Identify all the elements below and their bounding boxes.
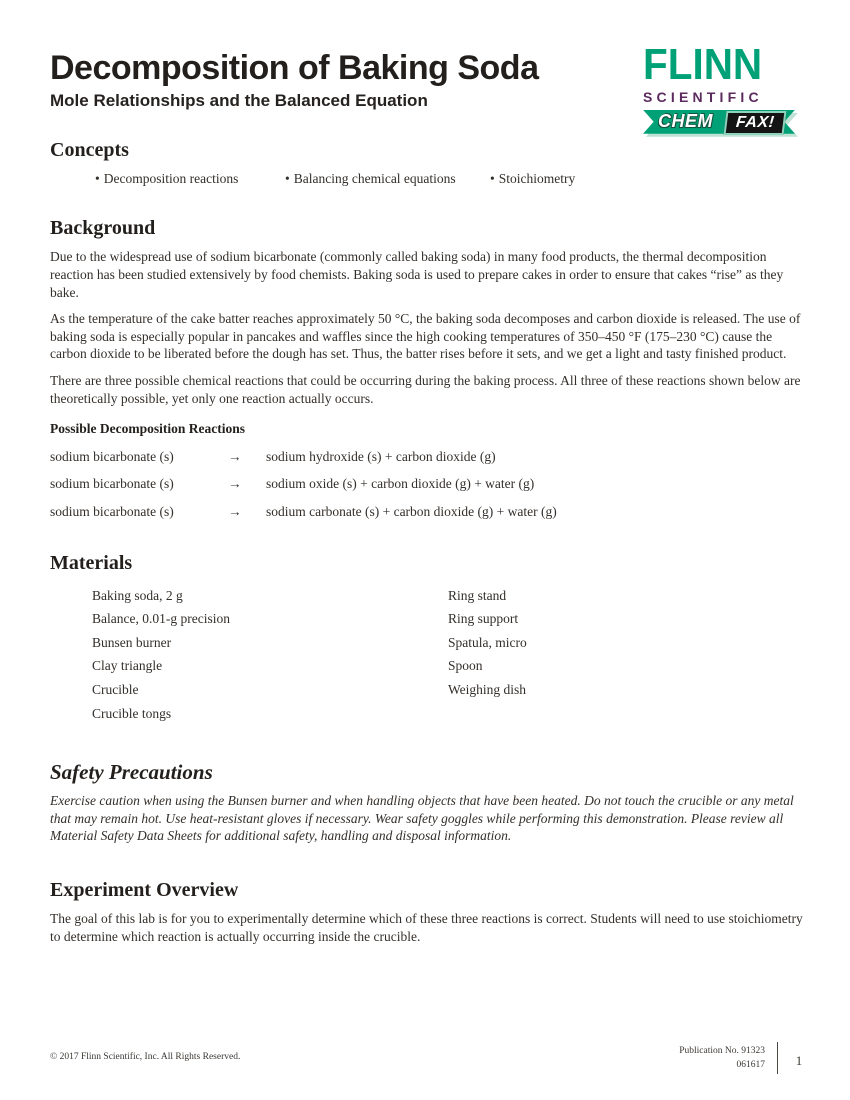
reaction-products: sodium carbonate (s) + carbon dioxide (g) + water (g) [266,503,557,519]
reaction-row [50,449,802,465]
concepts-heading: Concepts [50,139,129,162]
footer-publication-number: Publication No. 91323 [679,1046,765,1056]
concept-item [285,171,490,187]
footer-date-code: 061617 [736,1060,765,1070]
reaction-reactant: sodium bicarbonate (s) [50,503,174,519]
footer-divider [777,1042,778,1074]
footer-publication-block [679,1044,777,1072]
concept-item [95,171,285,187]
arrow-right-icon: → [228,476,242,492]
reaction-row [50,476,802,492]
reaction-products: sodium oxide (s) + carbon dioxide (g) + water (g) [266,476,535,492]
bullet-icon: • [285,171,290,187]
safety-heading: Safety Precautions [50,760,213,785]
page-footer [50,1042,806,1074]
flinn-logo-brand: FLINN [643,40,763,89]
section-materials [50,552,802,726]
chemfax-fax-box [724,111,787,135]
background-paragraph: As the temperature of the cake batter reaches approximately 50 °C, the baking soda decomposes and carbon dioxide is released. The use of baking soda is especially popular in pancakes and waffles since the high cooking temperatures of 350–450 °F (175–230 °C) cause the carbon dioxide to be liberated before the dough has set. Thus, the batter rises before it sets, and we get a light and tasty finished product. [50,311,801,362]
overview-text: The goal of this lab is for you to experimentally determine which of these three reactions is correct. Students will need to use stoichiometry to determine which reaction is actually occurring inside the crucible. [50,911,803,944]
chemfax-chem-label: CHEM [658,110,713,131]
reaction-reactant: sodium bicarbonate (s) [50,476,174,492]
footer-page-number: 1 [795,1053,803,1068]
material-item: Weighing dish [448,682,527,698]
background-heading: Background [50,217,156,240]
section-concepts [50,139,802,187]
material-item: Crucible tongs [92,705,172,721]
material-item: Balance, 0.01-g precision [92,611,230,627]
material-item: Ring support [448,611,519,627]
section-overview [50,879,802,945]
arrow-right-icon: → [228,503,242,519]
material-item: Ring stand [448,587,507,603]
arrow-right-icon: → [228,448,242,464]
flinn-logo-scientific: SCIENTIFIC [643,88,763,105]
concepts-list [95,171,802,187]
concept-label: Stoichiometry [498,171,576,187]
material-item: Crucible [92,682,139,698]
reaction-products: sodium hydroxide (s) + carbon dioxide (g) [266,448,496,464]
footer-copyright: © 2017 Flinn Scientific, Inc. All Rights Reserved. [50,1052,241,1062]
materials-heading: Materials [50,551,133,574]
reaction-reactant: sodium bicarbonate (s) [50,448,174,464]
safety-text: Exercise caution when using the Bunsen burner and when handling objects that have been heated. Do not touch the crucible or any metal that may remain hot. Use heat-resistant gloves if necessary. Wear safety goggles while performing this demonstration. Please review all Material Safety Data Sheets for additional safety, handling and disposal information. [50,793,794,844]
chemfax-fax-label: FAX! [735,113,776,131]
material-item: Clay triangle [92,658,163,674]
material-item: Bunsen burner [92,634,172,650]
section-safety [50,761,802,845]
page-title: Decomposition of Baking Soda [50,49,539,87]
footer-right-block [679,1042,806,1074]
flinn-logo [643,40,805,136]
material-item: Spoon [448,658,483,674]
material-item: Spatula, micro [448,634,527,650]
overview-heading: Experiment Overview [50,879,239,902]
page-subtitle: Mole Relationships and the Balanced Equation [50,91,428,111]
bullet-icon: • [490,171,495,187]
bullet-icon: • [95,171,100,187]
reaction-row [50,504,802,520]
materials-column-right [448,584,527,726]
chemfax-banner [643,110,801,136]
concept-label: Balancing chemical equations [293,171,456,187]
background-paragraph: There are three possible chemical reactions that could be occurring during the baking process. All three of these reactions shown below are theoretically possible, yet only one reaction actually occurs. [50,372,801,406]
concept-item [490,171,575,187]
concept-label: Decomposition reactions [103,171,239,187]
section-background [50,217,802,519]
reactions-heading: Possible Decomposition Reactions [50,421,245,437]
background-paragraph: Due to the widespread use of sodium bicarbonate (commonly called baking soda) in many food products, the thermal decomposition reaction has been studied extensively by food chemists. Baking soda is used to prepare cakes in order to ensure that cakes “rise” as they bake. [50,249,784,300]
material-item: Baking soda, 2 g [92,587,183,603]
materials-column-left [92,584,448,726]
materials-columns [50,584,802,726]
